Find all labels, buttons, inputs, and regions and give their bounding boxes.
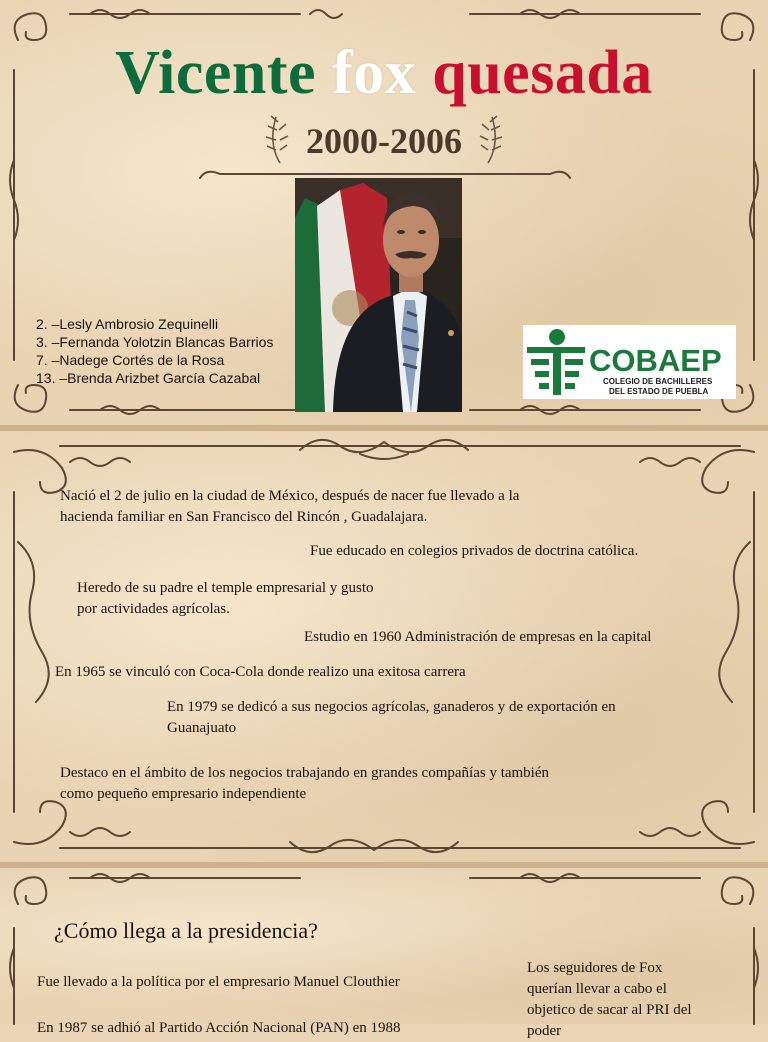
text-line: En 1979 se dedicó a sus negocios agrícolas, ganaderos y de exportación en bbox=[167, 699, 616, 715]
team-member: 2. –Lesly Ambrosio Zequinelli bbox=[36, 316, 219, 332]
text-line: como pequeño empresario independiente bbox=[60, 786, 307, 802]
presidency-left-line-2: En 1987 se adhió al Partido Acción Nacional (PAN) en 1988 bbox=[37, 1020, 401, 1036]
bio-paragraph-studies: Estudio en 1960 Administración de empresas en la capital bbox=[304, 629, 652, 645]
team-member: 7. –Nadege Cortés de la Rosa bbox=[36, 352, 225, 368]
text-line: objetico de sacar al PRI del bbox=[527, 1002, 692, 1018]
presidency-left-line-1: Fue llevado a la política por el empresario Manuel Clouthier bbox=[37, 974, 400, 990]
presidency-right-text bbox=[527, 958, 692, 1042]
text-line: Guanajuato bbox=[167, 720, 237, 736]
title-middle-name: fox bbox=[332, 39, 417, 107]
text-line: hacienda familiar en San Francisco del Rincón , Guadalajara. bbox=[60, 509, 428, 525]
president-title bbox=[0, 39, 768, 107]
text-line: querían llevar a cabo el bbox=[527, 981, 667, 997]
text-line: Destaco en el ámbito de los negocios trabajando en grandes compañías y también bbox=[60, 765, 550, 781]
bio-paragraph-coca-cola: En 1965 se vinculó con Coca-Cola donde realizo una exitosa carrera bbox=[55, 664, 466, 680]
presidency-slide bbox=[0, 868, 768, 1039]
bio-paragraph-business bbox=[60, 763, 549, 805]
text-line: Nació el 2 de julio en la ciudad de México, después de nacer fue llevado a la bbox=[60, 488, 520, 504]
bio-paragraph-education: Fue educado en colegios privados de doctrina católica. bbox=[310, 543, 639, 559]
term-years: 2000-2006 bbox=[306, 121, 462, 161]
bio-paragraph-inheritance bbox=[77, 578, 374, 620]
text-line: Los seguidores de Fox bbox=[527, 960, 663, 976]
team-member: 13. –Brenda Arizbet García Cazabal bbox=[36, 370, 261, 386]
text-line: Heredo de su padre el temple empresarial y gusto bbox=[77, 580, 374, 596]
bio-paragraph-birth bbox=[60, 486, 519, 528]
cobaep-logo bbox=[523, 325, 736, 399]
presidency-heading: ¿Cómo llega a la presidencia? bbox=[54, 918, 318, 943]
logo-line-1: COLEGIO DE BACHILLERES bbox=[603, 377, 713, 386]
text-line: poder bbox=[527, 1023, 562, 1039]
team-members-list bbox=[36, 315, 273, 387]
title-last-name: quesada bbox=[432, 39, 653, 107]
text-line: por actividades agrícolas. bbox=[77, 601, 230, 617]
slide-divider bbox=[0, 425, 768, 431]
bio-paragraph-agriculture bbox=[167, 697, 616, 739]
president-portrait-image bbox=[295, 178, 462, 412]
title-first-name: Vicente bbox=[115, 39, 317, 107]
title-slide bbox=[0, 0, 768, 425]
biography-slide bbox=[0, 432, 768, 862]
logo-wordmark: COBAEP bbox=[589, 343, 722, 378]
team-member: 3. –Fernanda Yolotzin Blancas Barrios bbox=[36, 334, 274, 350]
logo-line-2: DEL ESTADO DE PUEBLA bbox=[609, 387, 709, 396]
